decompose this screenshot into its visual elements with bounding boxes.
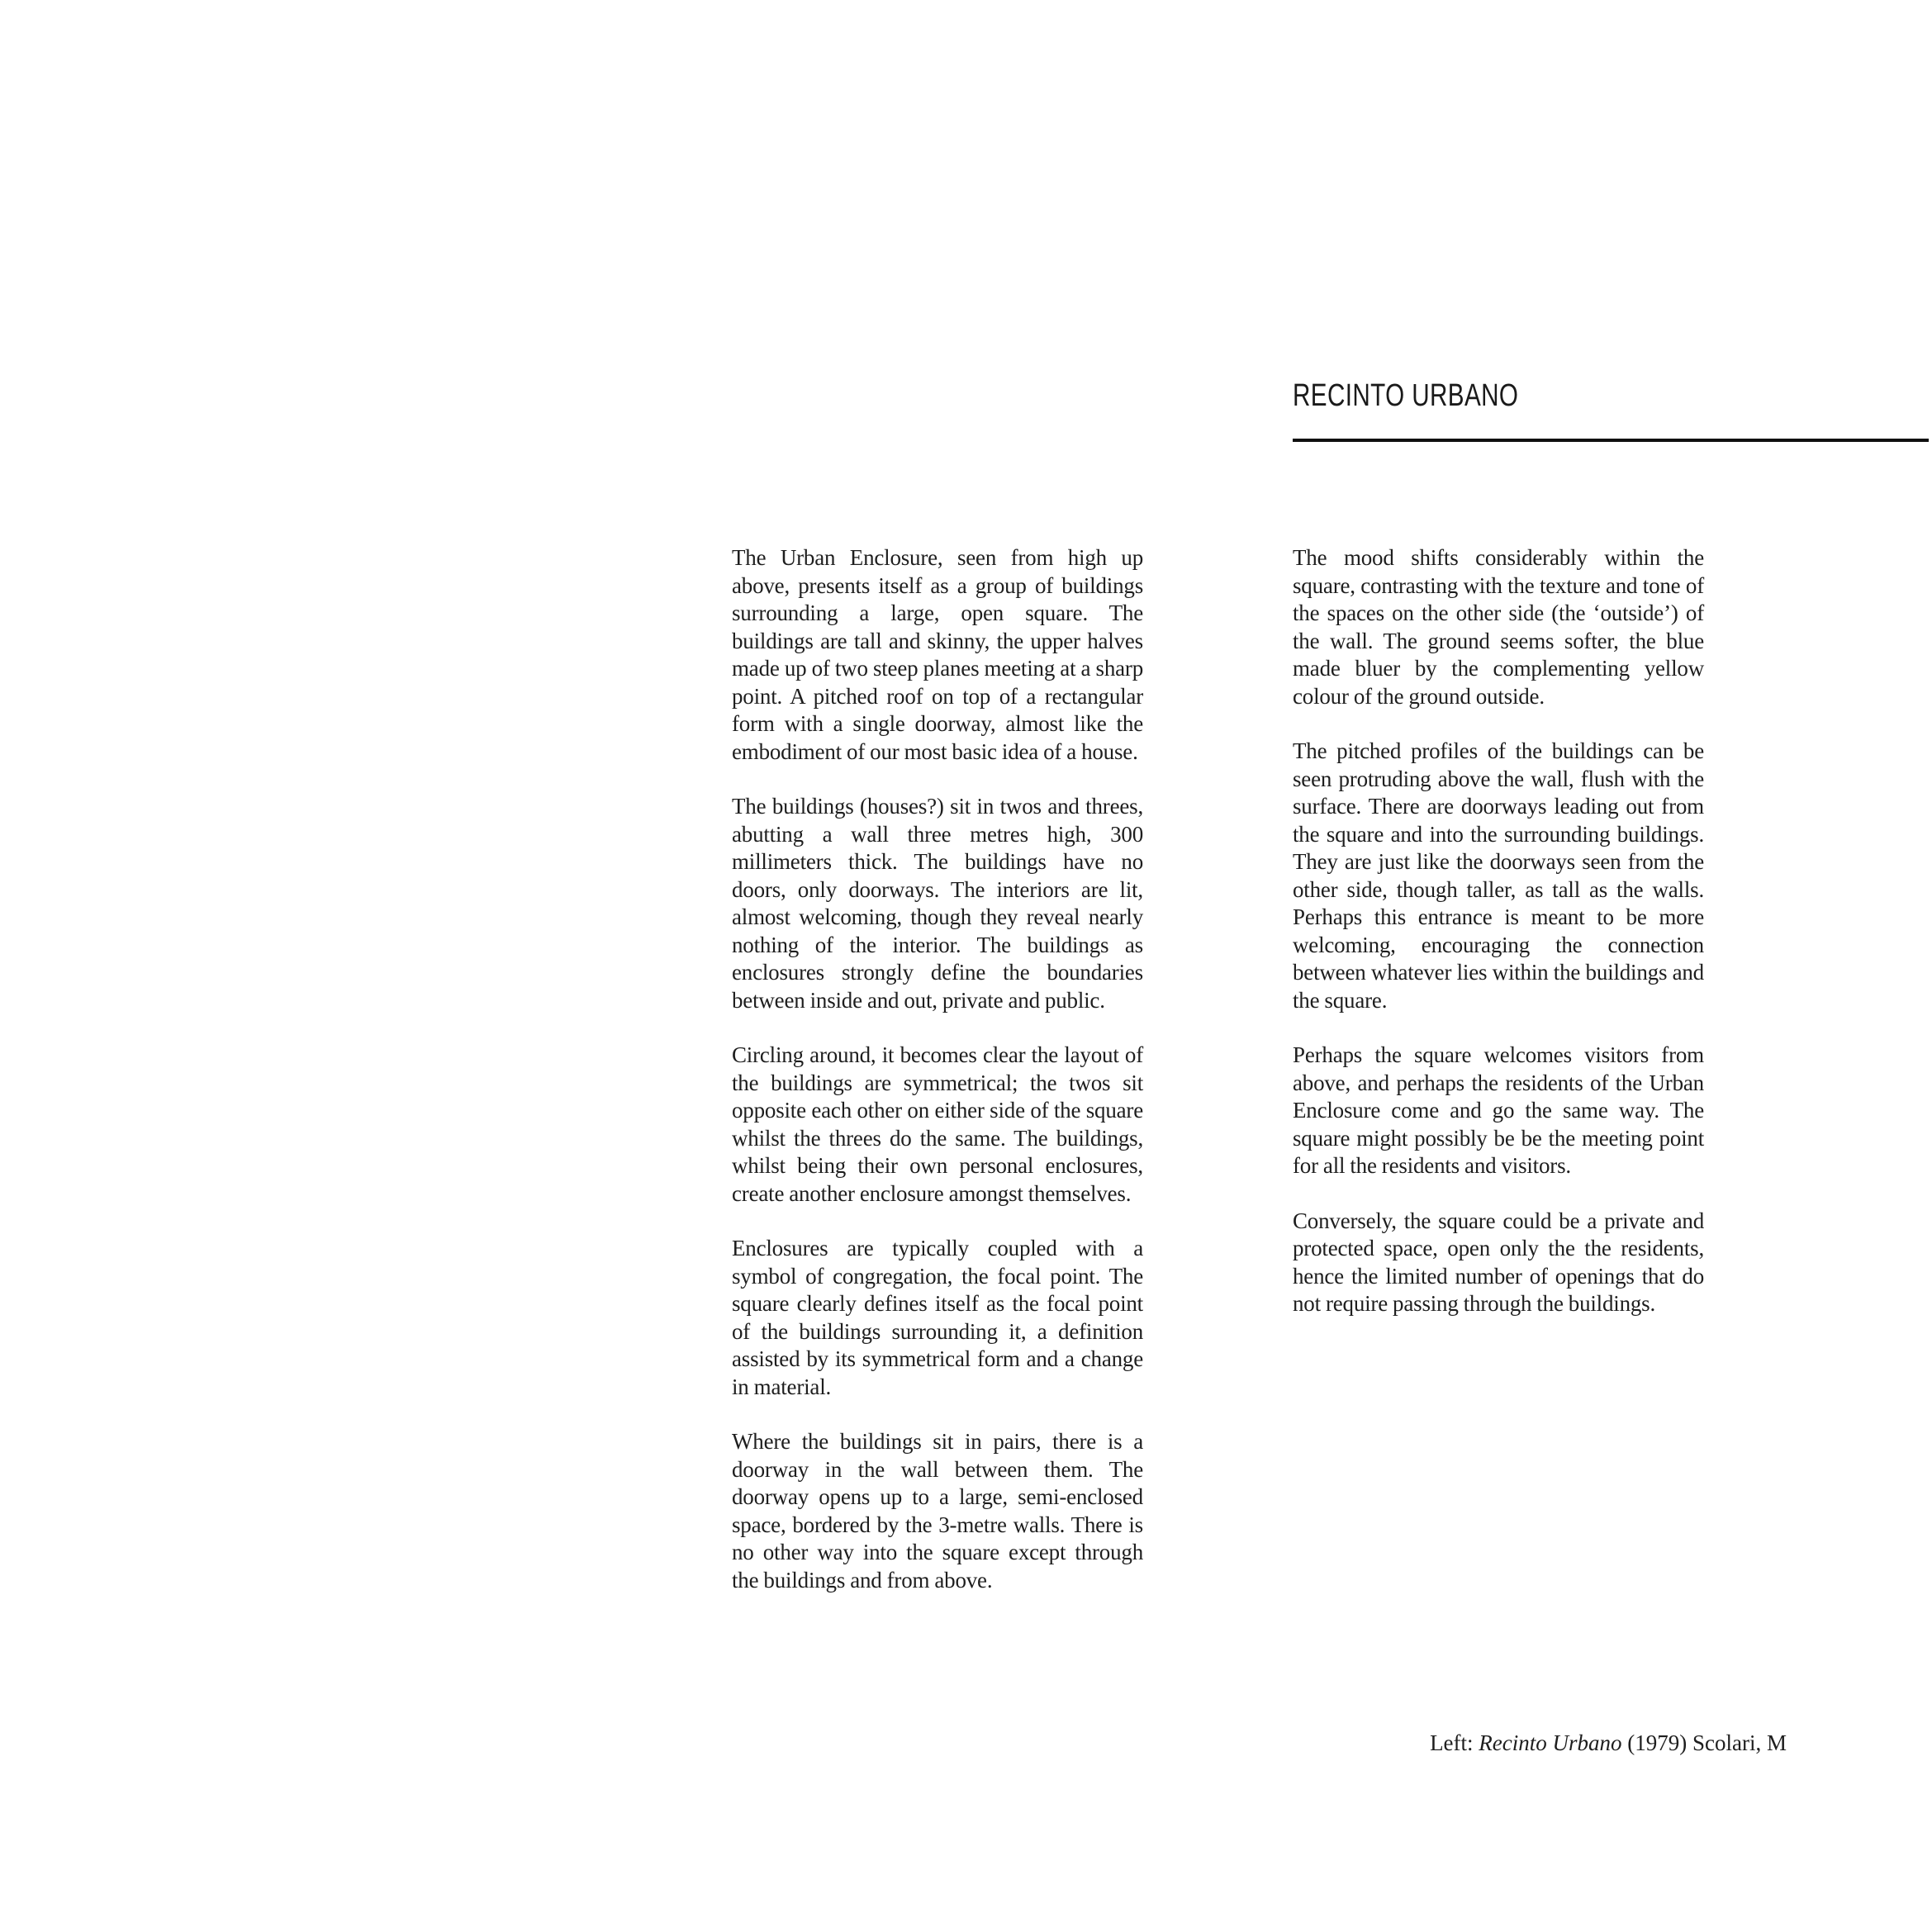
- paragraph: Perhaps the square welcomes visitors from above, and perhaps the residents of the Urban Enclosure come and go the same way. The square might possibly be be the meeting point for all the residents and visitors.: [1293, 1042, 1704, 1178]
- paragraph: Circling around, it becomes clear the layout of the buildings are symmetrical; the twos sit opposite each other on either side of the square whilst the threes do the same. The buildings, whilst being their own personal enclosures, create another enclosure amongst themselves.: [732, 1042, 1143, 1206]
- paragraph: Conversely, the square could be a private and protected space, open only the the residents, hence the limited number of openings that do not require passing through the buildings.: [1293, 1208, 1704, 1316]
- essay-left-column: [732, 544, 1143, 1621]
- image-caption: [1430, 1730, 1787, 1757]
- caption-prefix: Left:: [1430, 1730, 1479, 1755]
- essay-right-column: [1293, 544, 1704, 1346]
- title-underline-rule: [1293, 439, 1929, 442]
- paragraph: The mood shifts considerably within the square, contrasting with the texture and tone of the spaces on the other side (the ‘outside’) of the wall. The ground seems softer, the blue made bluer by the complementing yellow colour of the ground outside.: [1293, 545, 1704, 709]
- caption-suffix: (1979) Scolari, M: [1621, 1730, 1787, 1755]
- paragraph: The pitched profiles of the buildings can be seen protruding above the wall, flush with the surface. There are doorways leading out from the square and into the surrounding buildings. They are just like the doorways seen from the other side, though taller, as tall as the walls. Perhaps this entrance is meant to be more welcoming, encouraging the connection between whatever lies within the buildings and the square.: [1293, 738, 1704, 1013]
- paragraph: Enclosures are typically coupled with a symbol of congregation, the focal point. The square clearly defines itself as the focal point of the buildings surrounding it, a definition assisted by its symmetrical form and a change in material.: [732, 1236, 1143, 1399]
- paragraph: The Urban Enclosure, seen from high up above, presents itself as a group of buildings surrounding a large, open square. The buildings are tall and skinny, the upper halves made up of two steep planes meeting at a sharp point. A pitched roof on top of a rectangular form with a single doorway, almost like the embodiment of our most basic idea of a house.: [732, 545, 1143, 764]
- paragraph: The buildings (houses?) sit in twos and threes, abutting a wall three metres high, 300 millimeters thick. The buildings have no doors, only doorways. The interiors are lit, almost welcoming, though they reveal nearly nothing of the interior. The buildings as enclosures strongly define the boundaries between inside and out, private and public.: [732, 794, 1143, 1013]
- caption-work-title: Recinto Urbano: [1479, 1730, 1622, 1755]
- paragraph: Where the buildings sit in pairs, there is a doorway in the wall between them. The doorway opens up to a large, semi-enclosed space, bordered by the 3-metre walls. There is no other way into the square except through the buildings and from above.: [732, 1429, 1143, 1593]
- page-title: RECINTO URBANO: [1293, 378, 1519, 413]
